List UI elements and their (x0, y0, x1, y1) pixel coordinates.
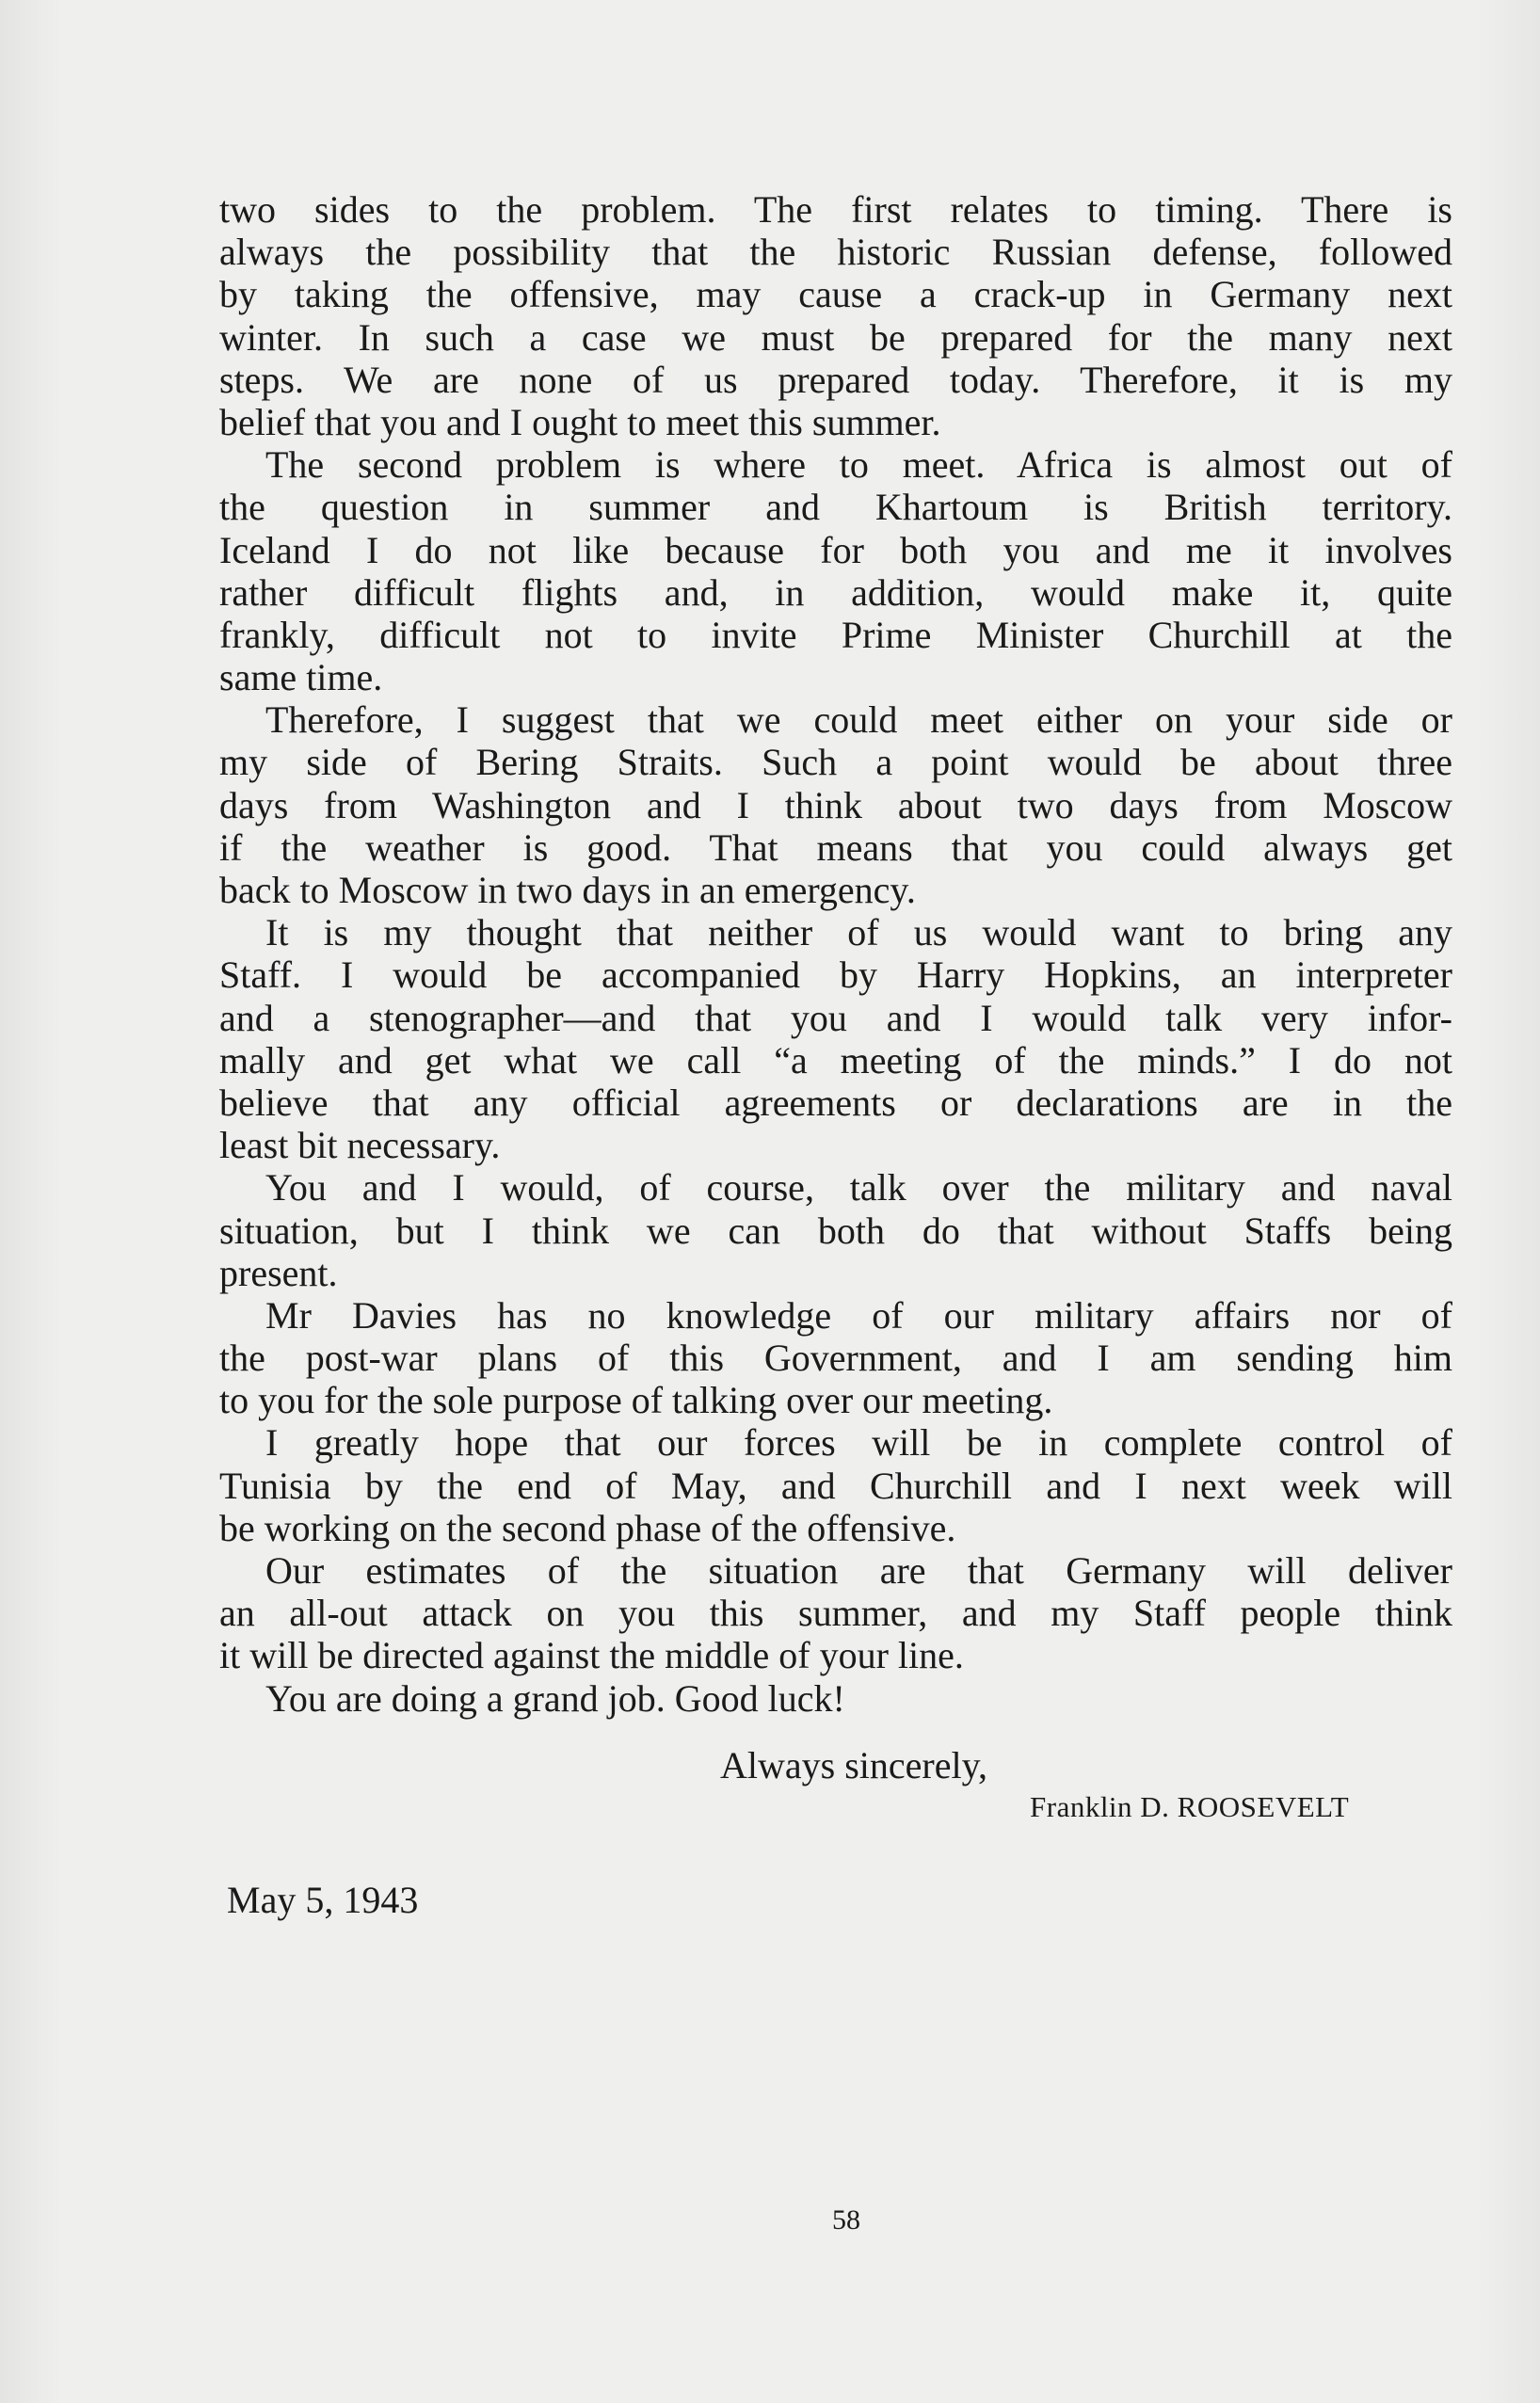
letter-signature: Franklin D. ROOSEVELT (1030, 1790, 1350, 1823)
text-line: mally and get what we call “a meeting of the minds.” I do not (219, 1038, 1452, 1081)
text-line: the question in summer and Khartoum is British territory. (219, 486, 1452, 529)
text-line: winter. In such a case we must be prepared for the many next (219, 315, 1452, 359)
text-line: steps. We are none of us prepared today. Therefore, it is my (219, 358, 1452, 401)
page-number: 58 (832, 2204, 860, 2235)
text-line: it will be directed against the middle of your line. (219, 1634, 964, 1677)
letter-closing: Always sincerely, (720, 1744, 987, 1786)
text-line: and a stenographer—and that you and I would talk very infor- (219, 996, 1452, 1039)
text-line: same time. (219, 656, 383, 699)
text-line: frankly, difficult not to invite Prime Minister Churchill at the (219, 613, 1452, 656)
text-line: back to Moscow in two days in an emergency. (219, 869, 916, 911)
text-line: days from Washington and I think about two days from Moscow (219, 783, 1452, 826)
letter-date: May 5, 1943 (227, 1879, 419, 1921)
text-line: Tunisia by the end of May, and Churchill and I next week will (219, 1464, 1452, 1507)
text-line: believe that any official agreements or declarations are in the (219, 1081, 1452, 1124)
text-line: You and I would, of course, talk over the military and naval (265, 1166, 1452, 1210)
text-line: Mr Davies has no knowledge of our military affairs nor of (265, 1293, 1452, 1337)
text-line: be working on the second phase of the offensive. (219, 1506, 956, 1549)
text-line: It is my thought that neither of us would want to bring any (265, 911, 1452, 954)
letter-body (219, 188, 1452, 1720)
text-line: always the possibility that the historic Russian defense, followed (219, 231, 1452, 274)
text-line: an all-out attack on you this summer, and my Staff people think (219, 1592, 1452, 1635)
text-line: to you for the sole purpose of talking over our meeting. (219, 1379, 1053, 1422)
text-line: Iceland I do not like because for both you and me it involves (219, 528, 1452, 571)
text-line: Staff. I would be accompanied by Harry Hopkins, an interpreter (219, 953, 1452, 997)
text-line: belief that you and I ought to meet this summer. (219, 400, 941, 443)
text-line: by taking the offensive, may cause a crack-up in Germany next (219, 273, 1452, 316)
text-line: if the weather is good. That means that you could always get (219, 825, 1452, 869)
text-line: I greatly hope that our forces will be in complete control of (265, 1421, 1452, 1465)
text-line: Therefore, I suggest that we could meet either on your side or (265, 698, 1452, 742)
text-line: Our estimates of the situation are that Germany will deliver (265, 1549, 1452, 1592)
text-line: The second problem is where to meet. Africa is almost out of (265, 443, 1452, 487)
text-line: the post-war plans of this Government, and I am sending him (219, 1337, 1452, 1380)
text-line: two sides to the problem. The first relates to timing. There is (219, 188, 1452, 231)
text-line: least bit necessary. (219, 1124, 501, 1167)
text-line: my side of Bering Straits. Such a point would be about three (219, 741, 1452, 784)
text-line: situation, but I think we can both do that without Staffs being (219, 1209, 1452, 1252)
text-line: present. (219, 1251, 338, 1294)
text-line: You are doing a grand job. Good luck! (265, 1676, 845, 1720)
text-line: rather difficult flights and, in addition, would make it, quite (219, 570, 1452, 614)
